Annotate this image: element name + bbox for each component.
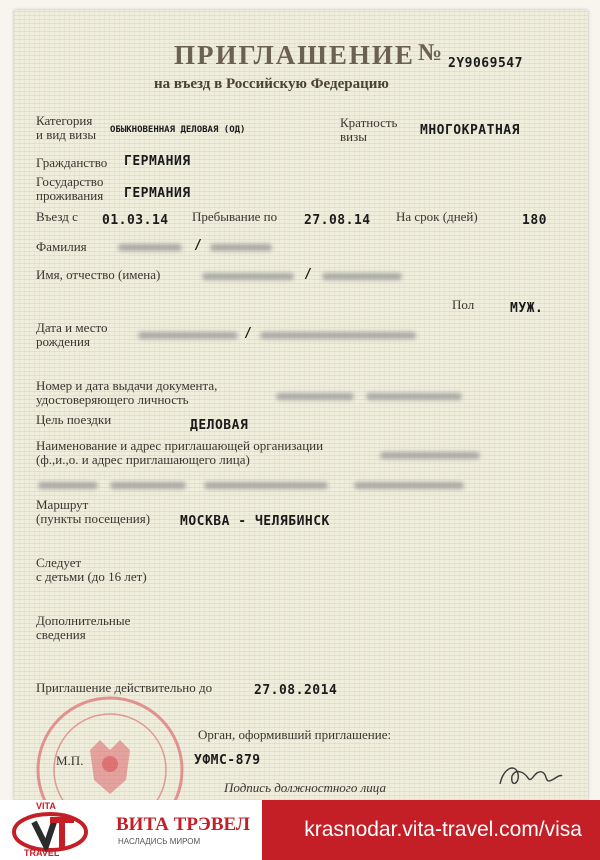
organization-label: Наименование и адрес приглашающей организации (ф.,и.,о. и адрес приглашающего лица) bbox=[36, 438, 324, 467]
birth-separator: / bbox=[244, 326, 252, 341]
additional-info-label: Дополнительные сведения bbox=[36, 613, 131, 642]
organization-address-redacted-2 bbox=[110, 482, 186, 489]
residence-value: ГЕРМАНИЯ bbox=[124, 186, 191, 201]
seal-place-label: М.П. bbox=[56, 753, 84, 768]
brand-slogan: НАСЛАДИСЬ МИРОМ bbox=[118, 837, 201, 846]
brand-name: ВИТА ТРЭВЕЛ bbox=[116, 814, 251, 835]
valid-until-value: 27.08.2014 bbox=[254, 683, 338, 698]
id-number-redacted bbox=[276, 393, 354, 400]
surname-redacted bbox=[118, 244, 182, 251]
birth-place-redacted bbox=[260, 332, 416, 339]
name-separator: / bbox=[304, 267, 312, 282]
brand-logo-area bbox=[0, 800, 262, 860]
organization-address-redacted-3 bbox=[204, 482, 328, 489]
sex-label: Пол bbox=[452, 297, 475, 312]
id-date-redacted bbox=[366, 393, 462, 400]
signature-label: Подпись должностного лица bbox=[224, 780, 386, 795]
entry-value: 01.03.14 bbox=[102, 213, 169, 228]
logo-vita-text: VITA bbox=[36, 801, 56, 811]
entry-label: Въезд с bbox=[36, 209, 78, 224]
signature-scribble bbox=[494, 758, 564, 794]
category-value: ОБЫКНОВЕННАЯ ДЕЛОВАЯ (ОД) bbox=[110, 125, 246, 135]
website-url[interactable]: krasnodar.vita-travel.com/visa bbox=[304, 818, 582, 841]
route-label: Маршрут (пункты посещения) bbox=[36, 497, 151, 526]
multiplicity-label: Кратность визы bbox=[340, 115, 398, 144]
number-sign: № bbox=[418, 40, 445, 66]
document-subtitle: на въезд в Российскую Федерацию bbox=[154, 76, 389, 92]
organization-address-redacted-1 bbox=[38, 482, 98, 489]
term-value: 180 bbox=[522, 213, 547, 228]
stay-value: 27.08.14 bbox=[304, 213, 371, 228]
category-label: Категория и вид визы bbox=[36, 113, 97, 142]
surname-latin-redacted bbox=[210, 244, 272, 251]
term-label: На срок (дней) bbox=[396, 209, 478, 224]
promo-footer bbox=[0, 800, 600, 860]
logo-travel-text: TRAVEL bbox=[24, 848, 60, 858]
name-redacted bbox=[202, 273, 294, 280]
surname-separator: / bbox=[194, 238, 202, 253]
invitation-document bbox=[14, 10, 588, 800]
residence-label: Государство проживания bbox=[36, 174, 104, 203]
surname-label: Фамилия bbox=[36, 239, 87, 254]
multiplicity-value: МНОГОКРАТНАЯ bbox=[420, 123, 520, 138]
citizenship-value: ГЕРМАНИЯ bbox=[124, 154, 191, 169]
birth-label: Дата и место рождения bbox=[36, 320, 108, 349]
organization-name-redacted bbox=[380, 452, 480, 459]
name-label: Имя, отчество (имена) bbox=[36, 267, 161, 282]
citizenship-label: Гражданство bbox=[36, 155, 108, 170]
route-value: МОСКВА - ЧЕЛЯБИНСК bbox=[180, 514, 330, 529]
stay-label: Пребывание по bbox=[192, 209, 278, 224]
document-title: ПРИГЛАШЕНИЕ bbox=[174, 40, 415, 70]
document-number: 2Y9069547 bbox=[448, 56, 523, 71]
valid-until-label: Приглашение действительно до bbox=[36, 680, 213, 695]
authority-label: Орган, оформивший приглашение: bbox=[198, 727, 392, 742]
sex-value: МУЖ. bbox=[510, 301, 544, 316]
birth-date-redacted bbox=[138, 332, 238, 339]
organization-address-redacted-4 bbox=[354, 482, 464, 489]
authority-value: УФМС-879 bbox=[194, 753, 261, 768]
children-label: Следует с детьми (до 16 лет) bbox=[36, 555, 147, 584]
purpose-label: Цель поездки bbox=[36, 412, 112, 427]
purpose-value: ДЕЛОВАЯ bbox=[190, 418, 249, 433]
id-document-label: Номер и дата выдачи документа, удостоверяющего личность bbox=[36, 378, 218, 407]
name-latin-redacted bbox=[322, 273, 402, 280]
